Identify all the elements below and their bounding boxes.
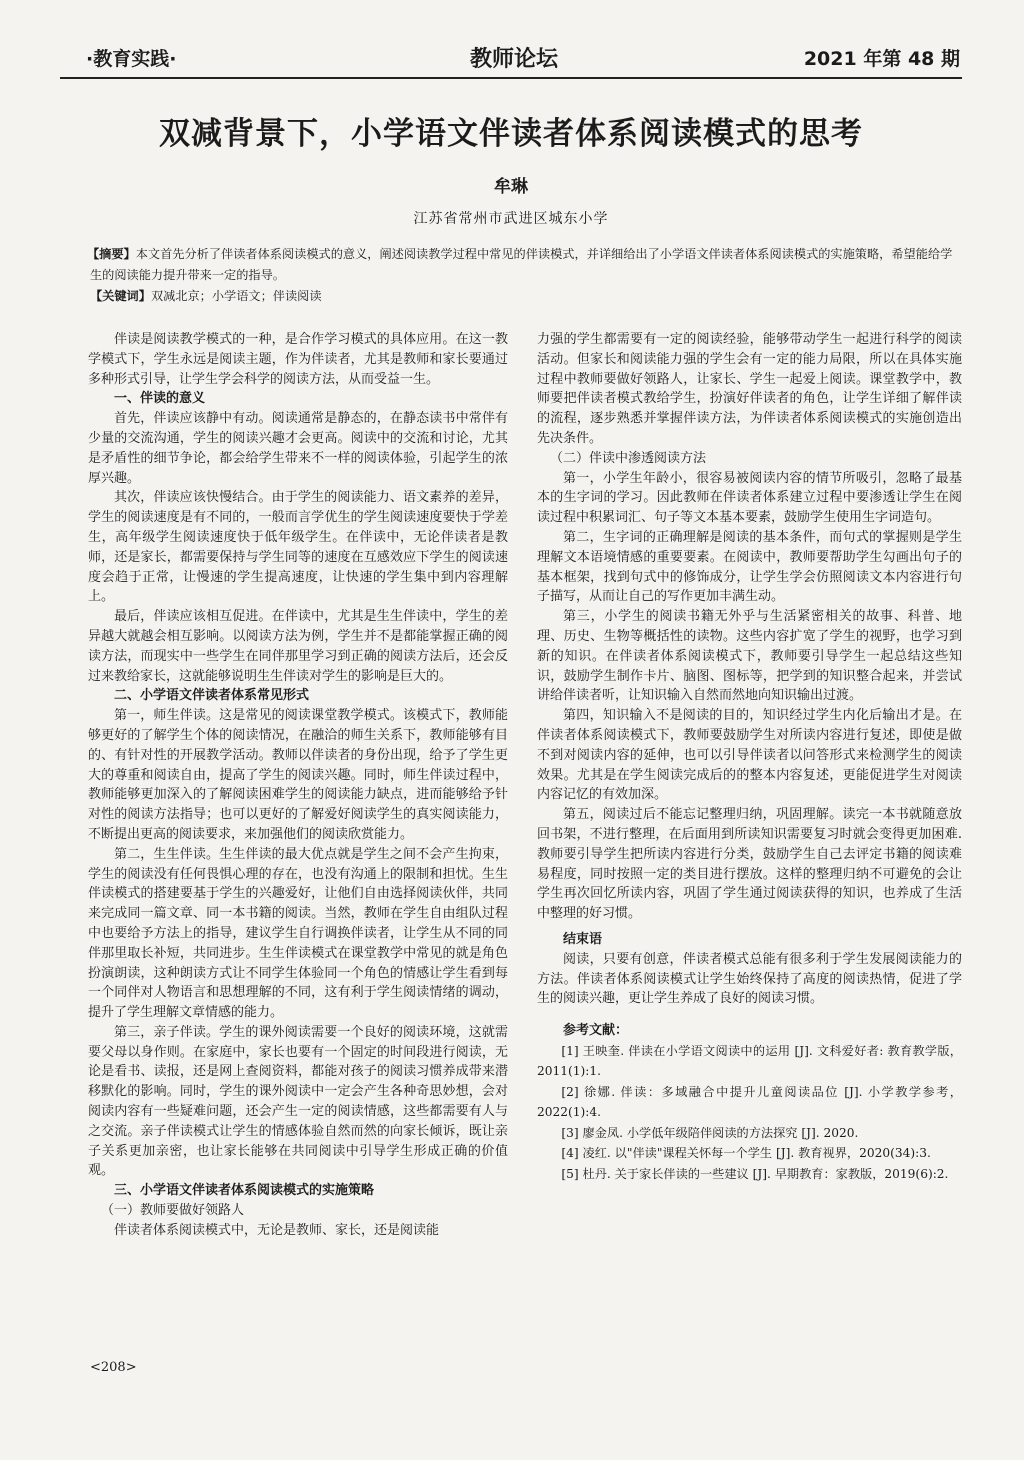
journal-name: 教师论坛: [470, 47, 559, 72]
paragraph: 第三，小学生的阅读书籍无外乎与生活紧密相关的故事、科普、地理、历史、生物等概括性的读物。这些内容扩宽了学生的视野，也学习到新的知识。在伴读者体系阅读模式下，教师要引导学生一起总结这些知识，鼓励学生制作卡片、脑图、图标等，把学到的知识整合起来，并尝试讲给伴读者听，让知识输入自然而然地向知识输出过渡。: [537, 609, 962, 704]
paragraph: 伴读者体系阅读模式中，无论是教师、家长，还是阅读能: [114, 1222, 440, 1238]
keywords: [90, 287, 960, 306]
author: 牟琳: [494, 177, 528, 197]
reference-item: [2] 徐娜. 伴读：多域融合中提升儿童阅读品位 [J]. 小学教学参考，2022(1):4.: [537, 1084, 962, 1120]
paragraph: 阅读，只要有创意，伴读者模式总能有很多利于学生发展阅读能力的方法。伴读者体系阅读模式让学生始终保持了高度的阅读热情，促进了学生的阅读兴趣，更让学生养成了良好的阅读习惯。: [537, 951, 962, 1007]
paragraph: 最后，伴读应该相互促进。在伴读中，尤其是生生伴读中，学生的差异越大就越会相互影响。以阅读方法为例，学生并不是都能掌握正确的阅读方法，而现实中一些学生在同伴那里学习到正确的阅读方法后，还会反过来教给家长，这就能够说明生生伴读对学生的影响是巨大的。: [88, 609, 508, 684]
conclusion-heading: 结束语: [563, 931, 603, 947]
section-label: ·教育实践·: [86, 48, 177, 70]
affiliation: 江苏省常州市武进区城东小学: [413, 211, 609, 227]
header-rule: [60, 77, 962, 79]
running-header: [60, 38, 960, 74]
keywords-text: 双减北京；小学语文；伴读阅读: [150, 289, 322, 303]
references-heading: 参考文献：: [563, 1023, 629, 1039]
paragraph: 力强的学生都需要有一定的阅读经验，能够带动学生一起进行科学的阅读活动。但家长和阅读能力强的学生会有一定的能力局限，所以在具体实施过程中教师要做好领路人，让家长、学生一起爱上阅读。课堂教学中，教师要把伴读者模式教给学生，扮演好伴读者的角色，让学生详细了解伴读的流程，逐步熟悉并掌握伴读方法，为伴读者体系阅读模式的实施创造出先决条件。: [537, 332, 962, 446]
reference-list: [537, 1041, 962, 1185]
reference-item: [5] 杜丹. 关于家长伴读的一些建议 [J]. 早期教育：家教版，2019(6):2.: [561, 1166, 949, 1181]
paragraph: 第一，师生伴读。这是常见的阅读课堂教学模式。该模式下，教师能够更好的了解学生个体的阅读情况，在融洽的师生关系下，教师能够有目的、有针对性的开展教学活动。教师以伴读者的身份出现，给予了学生更大的尊重和阅读自由，提高了学生的阅读兴趣。同时，师生伴读过程中，教师能够更加深入的了解阅读困难学生的阅读能力缺点，进而能够给予针对性的阅读方法指导；也可以更好的了解爱好阅读学生的真实阅读能力，不断提出更高的阅读要求，来加强他们的阅读欣赏能力。: [88, 708, 508, 842]
paragraph: 第二，生字词的正确理解是阅读的基本条件，而句式的掌握则是学生理解文本语境情感的重要要素。在阅读中，教师要帮助学生勾画出句子的基本框架，找到句式中的修饰成分，让学生学会仿照阅读文本内容进行句子描写，从而让自己的写作更加丰满生动。: [537, 529, 962, 605]
reference-item: [4] 凌红. 以"伴读"课程关怀每一个学生 [J]. 教育视界，2020(34):3.: [561, 1146, 931, 1161]
abstract-label: 【摘要】: [87, 247, 136, 261]
paragraph: 第四，知识输入不是阅读的目的，知识经过学生内化后输出才是。在伴读者体系阅读模式下，教师要鼓励学生对所读内容进行复述，即使是做不到对阅读内容的延伸，也可以引导伴读者以问答形式来检测学生的阅读效果。尤其是在学生阅读完成后的的整本内容复述，更能促进学生对阅读内容记忆的有效加深。: [537, 708, 962, 803]
reference-item: [3] 廖金凤. 小学低年级陪伴阅读的方法探究 [J]. 2020.: [561, 1125, 859, 1140]
article-title: 双减背景下，小学语文伴读者体系阅读模式的思考: [159, 116, 863, 152]
subsection-heading: （一）教师要做好领路人: [101, 1203, 245, 1219]
paragraph: 其次，伴读应该快慢结合。由于学生的阅读能力、语文素养的差异，学生的阅读速度是有不同的，一般而言学优生的学生阅读速度要快于学差生，高年级学生阅读速度快于低年级学生。在伴读中，无论伴读者是教师，还是家长，都需要保持与学生同等的速度在互感效应下学生的阅读速度会趋于正常，让慢速的学生提高速度，让快速的学生集中到内容理解上。: [88, 490, 508, 605]
paragraph: 第二，生生伴读。生生伴读的最大优点就是学生之间不会产生拘束，学生的阅读没有任何畏惧心理的存在，也没有沟通上的限制和担忧。生生伴读模式的搭建要基于学生的兴趣爱好，让他们自由选择阅读伙伴，共同来完成同一篇文章、同一本书籍的阅读。当然，教师在学生自由组队过程中也要给予方法上的指导，建议学生自行调换伴读者，让学生从不同的同伴那里取长补短，共同进步。生生伴读模式在课堂教学中常见的就是角色扮演朗读，这种朗读方式让不同学生体验同一个角色的情感让学生看到每一个同伴对人物语言和思想理解的不同，这有利于学生阅读情绪的调动，提升了学生理解文章情感的能力。: [88, 846, 508, 1021]
section-heading: 一、伴读的意义: [114, 391, 206, 407]
abstract-text: 本文首先分析了伴读者体系阅读模式的意义，阐述阅读教学过程中常见的伴读模式，并详细给出了小学语文伴读者体系阅读模式的实施策略，希望能给学生的阅读能力提升带来一定的指导。: [90, 247, 953, 282]
issue-label: 2021 年第 48 期: [803, 48, 960, 70]
paragraph: 第三，亲子伴读。学生的课外阅读需要一个良好的阅读环境，这就需要父母以身作则。在家庭中，家长也要有一个固定的时间段进行阅读，无论是看书、读报，还是网上查阅资料，都能对孩子的阅读习惯养成带来潜移默化的影响。同时，学生的课外阅读中一定会产生各种奇思妙想，会对阅读内容有一些疑难问题，还会产生一定的阅读情感，这些都需要有人与之交流。亲子伴读模式让学生的情感体验自然而然的向家长倾诉，既让亲子关系更加亲密，也让家长能够在共同阅读中引导学生形成正确的价值观。: [88, 1024, 508, 1179]
paragraph: 第五，阅读过后不能忘记整理归纳，巩固理解。读完一本书就随意放回书架，不进行整理，在后面用到所读知识需要复习时就会变得更加困难.教师要引导学生把所读内容进行分类，鼓励学生自己去评定书籍的阅读难易程度，同时按照一定的类目进行摆放。这样的整理归纳不可避免的会让学生再次回忆所读内容，巩固了学生通过阅读获得的知识，也养成了生活中整理的好习惯。: [537, 807, 962, 922]
keywords-label: 【关键词】: [90, 289, 151, 303]
paragraph: 伴读是阅读教学模式的一种，是合作学习模式的具体应用。在这一教学模式下，学生永远是阅读主题，作为伴读者，尤其是教师和家长要通过多种形式引导，让学生学会科学的阅读方法，从而受益一生。: [88, 332, 508, 387]
section-heading: 三、小学语文伴读者体系阅读模式的实施策略: [114, 1183, 375, 1199]
subsection-heading: （二）伴读中渗透阅读方法: [550, 450, 707, 466]
left-column: [88, 330, 508, 1241]
page-number: <208>: [90, 1360, 137, 1375]
abstract: [87, 244, 960, 286]
paragraph: 第一，小学生年龄小，很容易被阅读内容的情节所吸引，忽略了最基本的生字词的学习。因此教师在伴读者体系建立过程中要渗透让学生在阅读过程中积累词汇、句子等文本基本要素，鼓励学生使用生字词造句。: [537, 470, 962, 526]
right-column: [537, 330, 962, 1184]
section-heading: 二、小学语文伴读者体系常见形式: [114, 688, 310, 704]
reference-item: [1] 王映奎. 伴读在小学语文阅读中的运用 [J]. 文科爱好者: 教育教学版，2011(1):1.: [537, 1043, 962, 1079]
paragraph: 首先，伴读应该静中有动。阅读通常是静态的，在静态读书中常伴有少量的交流沟通，学生的阅读兴趣才会更高。阅读中的交流和讨论，尤其是矛盾性的细节争论，都会给学生带来不一样的阅读体验，引起学生的浓厚兴趣。: [88, 411, 508, 486]
